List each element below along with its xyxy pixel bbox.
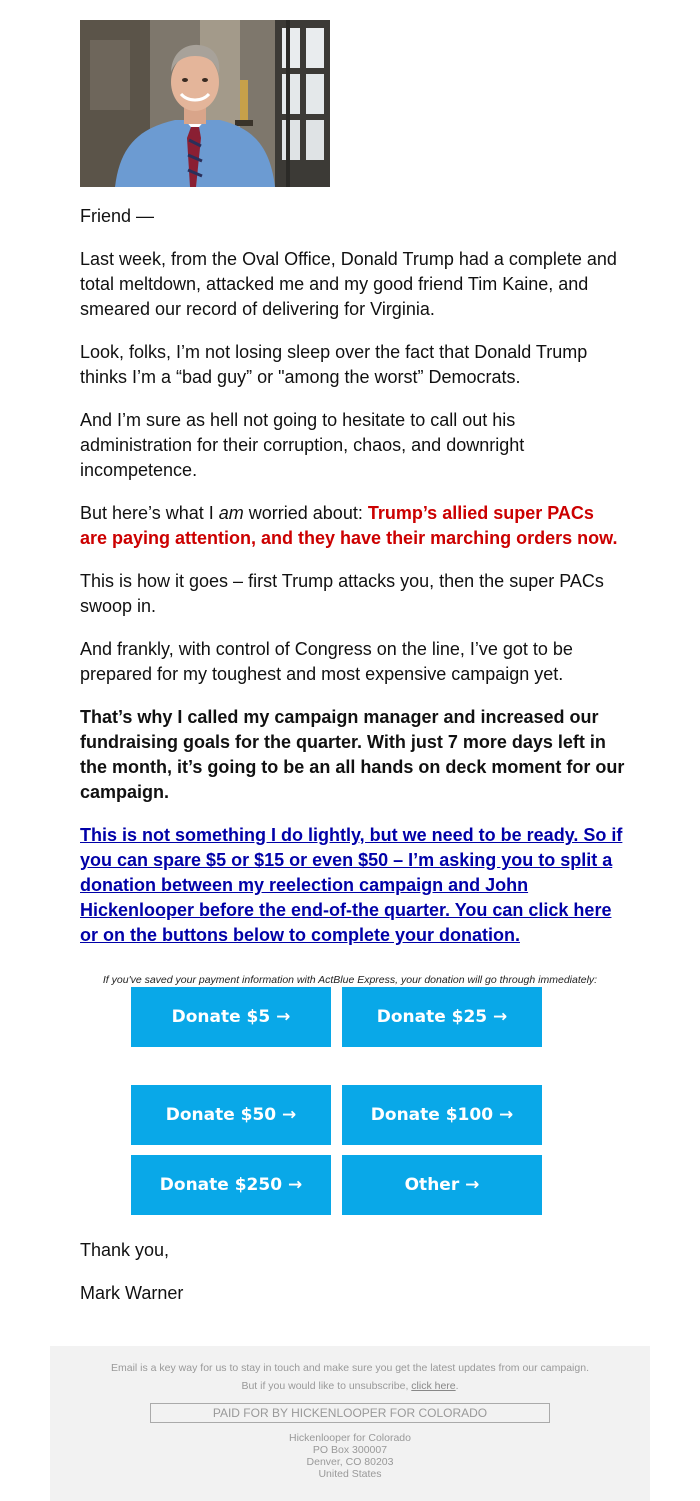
paid-for-disclaimer: PAID FOR BY HICKENLOOPER FOR COLORADO [150,1403,550,1423]
paragraph-hesitate: And I’m sure as hell not going to hesitate to call out his administration for their corruption, chaos, and downright incompetence. [80,410,525,480]
portrait-image [80,20,330,187]
donate-5-button[interactable]: Donate $5 → [131,987,331,1047]
donate-other-button[interactable]: Other → [342,1155,542,1215]
closing-thanks: Thank you, [80,1240,170,1260]
hero-photo [80,20,330,187]
paragraph-bad-guy: Look, folks, I’m not losing sleep over the fact that Donald Trump thinks I’m a “bad guy” or "among the worst” Democrats. [80,342,588,387]
footer-line-unsubscribe [50,1377,650,1395]
paragraph-congress: And frankly, with control of Congress on the line, I’ve got to be prepared for my toughest and most expensive campaign yet. [80,639,573,684]
donate-250-button[interactable]: Donate $250 → [131,1155,331,1215]
unsubscribe-link[interactable]: click here [411,1380,456,1392]
worried-mid: worried about: [243,503,368,523]
email-body [80,20,625,986]
actblue-disclaimer: If you've saved your payment information with ActBlue Express, your donation will go through immediately: [102,974,598,986]
address-line-country: United States [318,1468,382,1480]
paragraph-donation-ask [80,823,625,948]
paragraph-meltdown: Last week, from the Oval Office, Donald Trump had a complete and total meltdown, attacked me and my good friend Tim Kaine, and smeared our record of delivering for Virginia. [80,249,617,319]
paragraph-swoop: This is how it goes – first Trump attacks you, then the super PACs swoop in. [80,571,604,616]
donate-100-button[interactable]: Donate $100 → [342,1085,542,1145]
address-line-city: Denver, CO 80203 [306,1456,394,1468]
donate-25-button[interactable]: Donate $25 → [342,987,542,1047]
donation-link[interactable]: This is not something I do lightly, but we need to be ready. So if you can spare $5 or $15 or even $50 – I’m asking you to split a donation between my reelection campaign and John Hickenlooper before the end-of-the quarter. You can click here or on the buttons below to complete your donation. [80,825,623,945]
donate-50-button[interactable]: Donate $50 → [131,1085,331,1145]
paragraph-worried [80,501,625,551]
super-pac-warning: Trump’s allied super PACs are paying attention, and they have their marching orders now. [80,503,618,548]
signature: Mark Warner [80,1283,184,1303]
unsubscribe-lead: But if you would like to unsubscribe, [241,1380,412,1392]
footer-text [50,1359,650,1395]
paragraph-fundraising-goals: That’s why I called my campaign manager and increased our fundraising goals for the quarter. With just 7 more days left in the month, it’s going to be an all hands on deck moment for our campaign. [80,707,625,802]
worried-intro: But here’s what I [80,503,219,523]
footer [50,1346,650,1501]
address-line-po-box: PO Box 300007 [312,1444,388,1456]
address-line-org: Hickenlooper for Colorado [289,1432,411,1444]
greeting: Friend — [80,206,155,226]
worried-emphasis: am [218,503,244,523]
footer-line-email: Email is a key way for us to stay in touch and make sure you get the latest updates from our campaign. [111,1362,589,1374]
footer-address [50,1432,650,1480]
unsubscribe-trail: . [455,1380,459,1392]
